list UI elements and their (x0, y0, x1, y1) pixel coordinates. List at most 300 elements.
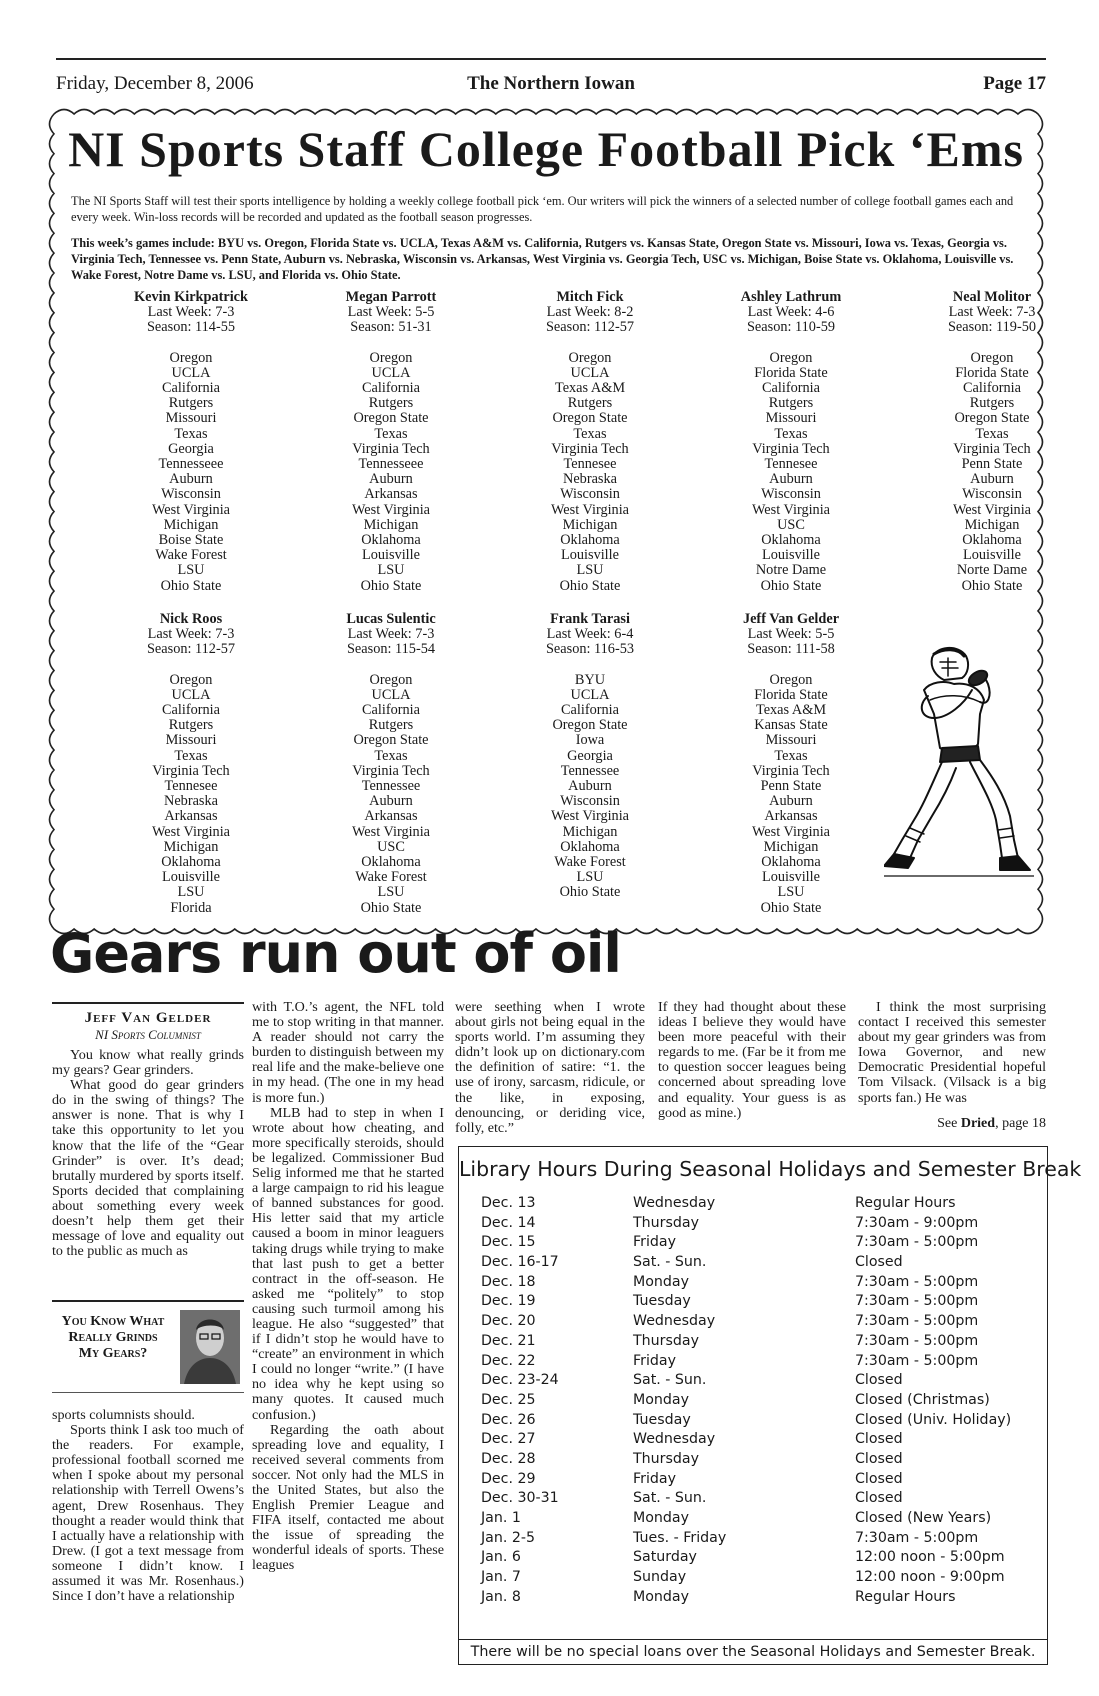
hours-cell: 7:30am - 5:00pm (855, 1332, 979, 1349)
paragraph: You know what really grinds my gears? Gear grinders. (52, 1047, 244, 1079)
staff-name: Ashley Lathrum (740, 289, 842, 305)
pick-item: California (162, 380, 220, 397)
pick-item: Oregon (568, 349, 612, 366)
pick-list (296, 351, 486, 594)
pick-item: Tennesseee (358, 456, 424, 473)
pick-item: Virginia Tech (352, 440, 430, 457)
library-hours-box (458, 1146, 1082, 1665)
pick-item: Ohio State (559, 884, 621, 901)
library-hours-row (481, 1431, 1041, 1451)
pick-item: West Virginia (751, 501, 831, 518)
pick-item: Missouri (765, 732, 817, 749)
paragraph: I think the most surprising contact I received this semester about my gear grinders was from Iowa Governor, and new Democratic Presidential hopeful Tom Vilsack. (Vilsack is a big sports fan.) He was (858, 999, 1046, 1106)
pick-item: Georgia (168, 440, 214, 457)
day-cell: Tuesday (633, 1411, 691, 1428)
pick-item: Rutgers (168, 717, 214, 734)
hours-cell: Closed (855, 1470, 903, 1487)
library-hours-title: Library Hours During Seasonal Holidays and Semester Break (459, 1157, 1082, 1181)
pick-item: Texas A&M (554, 380, 626, 397)
pick-item: Tennesee (164, 778, 218, 795)
pick-item: Michigan (363, 516, 419, 533)
paragraph: Sports think I ask too much of the readers. For example, professional football scorned me when I spoke about my personal relationship with Terrell Owens’s agent, Drew Rosenhaus. They thought a reader would think that I actually have a relationship with Drew. (I got a text message from someone I didn’t know. I assumed it was Mr. Rosenhaus.) Since I don’t have a relationship (52, 1422, 244, 1605)
pick-item: Ohio State (559, 577, 621, 594)
pick-list (96, 351, 286, 594)
pick-item: Michigan (163, 516, 219, 533)
pick-item: Penn State (961, 456, 1023, 473)
paragraph: Regarding the oath about spreading love and equality, I received several comments from soccer. Not only had the MLS in the United States, but also the English Premier League and FIFA itself, contacted me about the issue of spreading the wonderful ideals of sports. These leagues (252, 1421, 444, 1574)
pick-item: LSU (576, 562, 604, 579)
pick-item: Nebraska (563, 471, 617, 488)
library-hours-row (481, 1215, 1041, 1235)
date-cell: Dec. 19 (481, 1293, 536, 1310)
hours-cell: 7:30am - 9:00pm (855, 1214, 979, 1231)
pick-item: Ohio State (160, 577, 222, 594)
hours-cell: 7:30am - 5:00pm (855, 1293, 979, 1310)
paragraph: sports columnists should. (52, 1407, 195, 1423)
staff-picks-column (296, 290, 486, 594)
pick-item: LSU (576, 869, 604, 886)
staff-season: Season: 114-55 (146, 319, 236, 336)
pick-item: Florida State (955, 364, 1029, 381)
pick-item: Arkansas (364, 486, 418, 503)
staff-last-week: Last Week: 5-5 (347, 304, 435, 321)
day-cell: Tuesday (633, 1293, 691, 1310)
pick-item: Ohio State (760, 577, 822, 594)
pick-item: USC (777, 516, 805, 533)
day-cell: Monday (633, 1391, 690, 1408)
pick-ems-games: This week’s games include: BYU vs. Oregon, Florida State vs. UCLA, Texas A&M vs. California, Rutgers vs. Kansas State, Oregon State vs. Missouri, Iowa vs. Texas, Georgia vs. Virginia Tech, Tennessee vs. Penn State, Auburn vs. Nebraska, Wisconsin vs. Arkansas, West Virginia vs. Georgia Tech, USC vs. Michigan, Boise State vs. Oklahoma, Louisville vs. Wake Forest, Notre Dame vs. LSU, and Florida vs. Ohio State. (71, 236, 1014, 282)
library-hours-row (481, 1234, 1041, 1254)
pick-item: Texas (374, 425, 408, 442)
library-hours-row (481, 1589, 1041, 1609)
library-hours-row (481, 1372, 1041, 1392)
day-cell: Friday (633, 1234, 676, 1251)
pick-item: LSU (177, 884, 205, 901)
staff-last-week: Last Week: 7-3 (347, 626, 435, 643)
pick-item: Rutgers (168, 395, 214, 412)
pick-item: Rutgers (768, 395, 814, 412)
day-cell: Saturday (633, 1549, 697, 1566)
staff-name: Frank Tarasi (550, 611, 630, 627)
staff-last-week: Last Week: 5-5 (747, 626, 835, 643)
article-column-2 (252, 1000, 444, 1574)
pick-item: Oregon (769, 671, 813, 688)
pick-item: Auburn (169, 471, 213, 488)
pick-item: Ohio State (961, 577, 1023, 594)
staff-name: Lucas Sulentic (346, 611, 436, 627)
pick-item: California (162, 702, 220, 719)
pick-item: Louisville (162, 869, 220, 886)
library-hours-footer: There will be no special loans over the Seasonal Holidays and Semester Break. (459, 1639, 1047, 1660)
pick-item: Auburn (369, 793, 413, 810)
staff-picks-column (696, 290, 886, 594)
day-cell: Sat. - Sun. (633, 1372, 707, 1389)
jump-line (937, 1116, 1046, 1132)
pick-item: Wisconsin (560, 793, 620, 810)
pick-list (495, 351, 685, 594)
pick-list (696, 351, 886, 594)
jump-keyword: Dried (960, 1116, 996, 1131)
pick-item: Virginia Tech (551, 440, 629, 457)
date-cell: Jan. 7 (481, 1569, 521, 1586)
hours-cell: 7:30am - 5:00pm (855, 1352, 979, 1369)
article-column-1-continued (52, 1408, 244, 1604)
pick-item: Wisconsin (161, 486, 221, 503)
day-cell: Wednesday (633, 1313, 716, 1330)
pick-item: Oregon (970, 349, 1014, 366)
pick-ems-intro: The NI Sports Staff will test their sports intelligence by holding a weekly college football pick ‘em. Our writers will pick the winners of a selected number of college football games each and every week. Win-loss records will be recorded and updated as the football season progresses. (71, 194, 1014, 224)
pick-item: West Virginia (550, 808, 630, 825)
date-cell: Dec. 28 (481, 1450, 536, 1467)
date-cell: Dec. 13 (481, 1195, 536, 1211)
day-cell: Monday (633, 1510, 690, 1526)
author-title: NI Sports Columnist (95, 1027, 201, 1042)
pick-item: Auburn (568, 778, 612, 795)
article-column-4 (658, 1000, 846, 1121)
pick-item: Virginia Tech (152, 762, 230, 779)
pick-item: Missouri (165, 410, 217, 427)
staff-last-week: Last Week: 4-6 (747, 304, 835, 321)
pick-item: West Virginia (351, 823, 431, 840)
pick-item: West Virginia (751, 823, 831, 840)
pick-item: LSU (177, 562, 205, 579)
date-cell: Dec. 15 (481, 1234, 536, 1251)
date-cell: Dec. 21 (481, 1332, 536, 1349)
pick-item: Texas (174, 747, 208, 764)
day-cell: Friday (633, 1470, 676, 1487)
pick-item: Arkansas (764, 808, 818, 825)
hours-cell: Closed (Univ. Holiday) (855, 1411, 1012, 1428)
pick-item: Michigan (763, 838, 819, 855)
pick-item: Texas A&M (755, 702, 827, 719)
library-hours-table (481, 1195, 1041, 1608)
pick-item: Wake Forest (355, 869, 427, 886)
pick-item: Texas (573, 425, 607, 442)
pick-item: Texas (774, 425, 808, 442)
pick-item: Tennessee (560, 762, 620, 779)
pick-item: California (762, 380, 820, 397)
pick-item: Texas (774, 747, 808, 764)
pick-list (897, 351, 1087, 594)
pick-item: Arkansas (164, 808, 218, 825)
staff-picks-column (96, 290, 286, 594)
pick-item: UCLA (371, 686, 411, 703)
hours-cell: Closed (855, 1372, 903, 1389)
paragraph: were seething when I wrote about girls not being equal in the sports world. I’m assuming they didn’t look up on dictionary.com the definition of satire: “1. the use of irony, sarcasm, ridicule, or the like, in exposing, denouncing, or deriding vice, folly, etc.” (455, 999, 645, 1136)
library-hours-row (481, 1313, 1041, 1333)
staff-season: Season: 51-31 (350, 319, 432, 336)
date-cell: Dec. 25 (481, 1391, 536, 1408)
pick-item: Wake Forest (554, 854, 626, 871)
pick-item: West Virginia (151, 823, 231, 840)
byline-rule (52, 1002, 244, 1004)
hours-cell: Closed (855, 1490, 903, 1507)
day-cell: Sat. - Sun. (633, 1254, 707, 1271)
pick-item: Texas (374, 747, 408, 764)
author-name: Jeff Van Gelder (84, 1010, 212, 1026)
pick-item: Virginia Tech (752, 440, 830, 457)
pick-item: West Virginia (550, 501, 630, 518)
pick-item: Texas (975, 425, 1009, 442)
staff-season: Season: 119-50 (947, 319, 1037, 336)
library-hours-row (481, 1549, 1041, 1569)
date-cell: Dec. 16-17 (481, 1254, 559, 1271)
staff-name: Neal Molitor (952, 289, 1032, 305)
sidebar-heading: You Know What Really Grinds My Gears? (61, 1314, 165, 1361)
staff-season: Season: 115-54 (346, 641, 436, 658)
pick-item: Wake Forest (155, 547, 227, 564)
quarterback-illustration (884, 644, 1034, 884)
staff-name: Kevin Kirkpatrick (134, 289, 248, 305)
pick-item: Michigan (562, 823, 618, 840)
staff-season: Season: 111-58 (747, 641, 835, 658)
pick-item: California (561, 702, 619, 719)
date-cell: Dec. 26 (481, 1411, 536, 1428)
pick-item: Michigan (163, 838, 219, 855)
date-cell: Dec. 14 (481, 1214, 536, 1231)
paragraph: What good do gear grinders do in the swing of things? The answer is none. That is why I take this opportunity to let you know that the life of the “Gear Grinder” is over. It’s dead; brutally murdered by sports itself. Sports decided that complaining about something every week doesn’t help them get their message of love and equality out to the public as much as (52, 1077, 244, 1260)
pick-item: Ohio State (360, 577, 422, 594)
library-hours-row (481, 1195, 1041, 1215)
pick-item: Oklahoma (361, 532, 421, 549)
staff-picks-column (495, 612, 685, 901)
day-cell: Wednesday (633, 1431, 716, 1448)
pick-item: Missouri (165, 732, 217, 749)
hours-cell: Regular Hours (855, 1195, 956, 1211)
pick-item: Oregon State (552, 717, 628, 734)
pick-item: UCLA (371, 364, 411, 381)
staff-last-week: Last Week: 7-3 (147, 626, 235, 643)
pick-item: Louisville (963, 547, 1021, 564)
newspaper-name: The Northern Iowan (467, 73, 635, 94)
day-cell: Sunday (633, 1569, 687, 1586)
pick-item: LSU (777, 884, 805, 901)
article-headline: Gears run out of oil (50, 922, 621, 985)
pick-item: USC (377, 838, 405, 855)
hours-cell: Closed (855, 1254, 903, 1271)
date-cell: Dec. 20 (481, 1313, 536, 1330)
pick-item: Georgia (567, 747, 613, 764)
pick-item: West Virginia (151, 501, 231, 518)
library-hours-row (481, 1530, 1041, 1550)
paragraph: If they had thought about these ideas I believe they would have been more peaceful with their regards to me. (Far be it from me to question soccer leagues being concerned about spreading love and equality. Your guess is as good as mine.) (658, 999, 846, 1121)
date-cell: Dec. 30-31 (481, 1490, 559, 1507)
day-cell: Monday (633, 1588, 690, 1605)
pick-item: Virginia Tech (953, 440, 1031, 457)
paragraph: with T.O.’s agent, the NFL told me to stop writing in that manner. A reader should not carry the burden to distinguish between my real life and the make-believe one in my head. (The one in my head is more fun.) (252, 999, 444, 1106)
library-hours-row (481, 1490, 1041, 1510)
pick-item: LSU (377, 884, 405, 901)
page-number: Page 17 (983, 73, 1046, 94)
date-cell: Jan. 2-5 (481, 1529, 536, 1546)
pick-item: West Virginia (351, 501, 431, 518)
library-hours-row (481, 1353, 1041, 1373)
hours-cell: 12:00 noon - 5:00pm (855, 1549, 1005, 1566)
pick-item: Tennesee (764, 456, 818, 473)
staff-name: Megan Parrott (345, 289, 437, 305)
pick-item: Oregon (169, 671, 213, 688)
staff-picks-column (495, 290, 685, 594)
pick-item: UCLA (171, 686, 211, 703)
pick-item: UCLA (570, 686, 610, 703)
date-cell: Jan. 1 (481, 1510, 521, 1526)
pick-item: Missouri (765, 410, 817, 427)
pick-item: Oklahoma (761, 854, 821, 871)
jump-page: , page 18 (995, 1116, 1046, 1131)
pick-item: Oregon (369, 349, 413, 366)
staff-picks-column (696, 612, 886, 916)
hours-cell: Closed (855, 1450, 903, 1467)
pick-item: Auburn (369, 471, 413, 488)
pick-item: Texas (174, 425, 208, 442)
library-hours-row (481, 1412, 1041, 1432)
staff-picks-column (897, 290, 1087, 594)
staff-last-week: Last Week: 7-3 (147, 304, 235, 321)
pick-item: Ohio State (360, 899, 422, 916)
pick-item: Wisconsin (761, 486, 821, 503)
staff-season: Season: 112-57 (545, 319, 635, 336)
day-cell: Friday (633, 1352, 676, 1369)
staff-picks-column (96, 612, 286, 916)
pick-item: Rutgers (969, 395, 1015, 412)
pick-item: Louisville (561, 547, 619, 564)
day-cell: Thursday (633, 1214, 699, 1231)
pick-item: Wisconsin (962, 486, 1022, 503)
date-cell: Dec. 18 (481, 1273, 536, 1290)
day-cell: Monday (633, 1273, 690, 1290)
pick-item: Florida (170, 899, 212, 916)
columnist-photo (180, 1310, 240, 1384)
pick-item: Oregon (769, 349, 813, 366)
hours-cell: Closed (Christmas) (855, 1391, 990, 1408)
article-column-5 (858, 1000, 1046, 1106)
pick-item: California (963, 380, 1021, 397)
article-column-3 (455, 1000, 645, 1136)
staff-last-week: Last Week: 7-3 (948, 304, 1036, 321)
pick-item: Oklahoma (962, 532, 1022, 549)
day-cell: Sat. - Sun. (633, 1490, 707, 1507)
staff-picks-column (296, 612, 486, 916)
library-hours-row (481, 1569, 1041, 1589)
pick-item: Iowa (575, 732, 605, 749)
issue-date: Friday, December 8, 2006 (56, 73, 254, 94)
staff-name: Nick Roos (159, 611, 223, 627)
staff-season: Season: 116-53 (545, 641, 635, 658)
pick-list (96, 673, 286, 916)
pick-item: Boise State (158, 532, 224, 549)
date-cell: Jan. 6 (481, 1549, 521, 1566)
library-hours-row (481, 1471, 1041, 1491)
pick-item: Oklahoma (761, 532, 821, 549)
pick-list (696, 673, 886, 916)
pick-item: West Virginia (952, 501, 1032, 518)
pick-item: California (362, 702, 420, 719)
hours-cell: Regular Hours (855, 1588, 956, 1605)
pick-item: Tennessee (361, 778, 421, 795)
pick-item: Norte Dame (956, 562, 1028, 579)
pick-item: BYU (574, 671, 606, 688)
pick-list (495, 673, 685, 901)
pick-item: Louisville (762, 869, 820, 886)
day-cell: Tues. - Friday (633, 1529, 727, 1546)
you-know-sidebar (52, 1300, 244, 1393)
pick-item: Oregon State (353, 732, 429, 749)
hours-cell: 12:00 noon - 9:00pm (855, 1569, 1005, 1586)
pick-item: California (362, 380, 420, 397)
library-hours-row (481, 1293, 1041, 1313)
pick-item: Michigan (562, 516, 618, 533)
pick-item: UCLA (171, 364, 211, 381)
pick-item: Tennesee (563, 456, 617, 473)
day-cell: Thursday (633, 1332, 699, 1349)
date-cell: Dec. 29 (481, 1470, 536, 1487)
pick-item: Arkansas (364, 808, 418, 825)
pick-item: Nebraska (164, 793, 218, 810)
pick-item: Tennesseee (158, 456, 224, 473)
pick-item: Virginia Tech (352, 762, 430, 779)
library-hours-row (481, 1392, 1041, 1412)
pick-item: Louisville (362, 547, 420, 564)
staff-name: Jeff Van Gelder (742, 611, 840, 627)
pick-ems-title: NI Sports Staff College Football Pick ‘Ems (68, 121, 1024, 177)
pick-item: LSU (377, 562, 405, 579)
pick-item: Oregon (369, 671, 413, 688)
pick-item: Louisville (762, 547, 820, 564)
pick-item: Oregon State (954, 410, 1030, 427)
pick-item: Penn State (760, 778, 822, 795)
hours-cell: Closed (855, 1431, 903, 1448)
day-cell: Thursday (633, 1450, 699, 1467)
pick-item: Wisconsin (560, 486, 620, 503)
pick-ems-box (44, 104, 1048, 939)
pick-item: UCLA (570, 364, 610, 381)
byline (52, 1010, 244, 1043)
masthead (56, 58, 1046, 106)
staff-last-week: Last Week: 8-2 (546, 304, 634, 321)
staff-last-week: Last Week: 6-4 (546, 626, 634, 643)
pick-item: Notre Dame (755, 562, 827, 579)
paragraph: MLB had to step in when I wrote about how cheating, and more specifically steroids, should be legalized. Commissioner Bud Selig informed me that he started a large campaign to rid his league of banned substances for good. His letter said that my article caused a boom in minor leaguers taking drugs while trying to make that last push to get a better contract in the off-season. He asked me “politely” to stop causing such turmoil among his league. He also “suggested” that if I didn’t stop he would have to “create” an environment in which I could no longer “write.” (I have no idea why he kept using so many quotes. It caused much confusion.) (252, 1104, 444, 1423)
date-cell: Dec. 27 (481, 1431, 536, 1448)
date-cell: Jan. 8 (481, 1588, 521, 1605)
library-hours-row (481, 1510, 1041, 1530)
date-cell: Dec. 23-24 (481, 1372, 559, 1389)
hours-cell: 7:30am - 5:00pm (855, 1313, 979, 1330)
pick-item: Oklahoma (560, 838, 620, 855)
pick-item: Oregon (169, 349, 213, 366)
pick-item: Florida State (754, 364, 828, 381)
article-column-1 (52, 1048, 244, 1259)
pick-item: Auburn (769, 471, 813, 488)
library-hours-row (481, 1274, 1041, 1294)
pick-item: Auburn (970, 471, 1014, 488)
pick-item: Oklahoma (361, 854, 421, 871)
hours-cell: 7:30am - 5:00pm (855, 1234, 979, 1251)
pick-item: Florida State (754, 686, 828, 703)
pick-item: Oklahoma (161, 854, 221, 871)
pick-item: Rutgers (567, 395, 613, 412)
date-cell: Dec. 22 (481, 1352, 536, 1369)
pick-item: Rutgers (368, 717, 414, 734)
pick-item: Virginia Tech (752, 762, 830, 779)
pick-item: Oklahoma (560, 532, 620, 549)
library-hours-row (481, 1254, 1041, 1274)
pick-list (296, 673, 486, 916)
hours-cell: 7:30am - 5:00pm (855, 1273, 979, 1290)
staff-season: Season: 112-57 (146, 641, 236, 658)
pick-item: Ohio State (760, 899, 822, 916)
hours-cell: 7:30am - 5:00pm (855, 1529, 979, 1546)
